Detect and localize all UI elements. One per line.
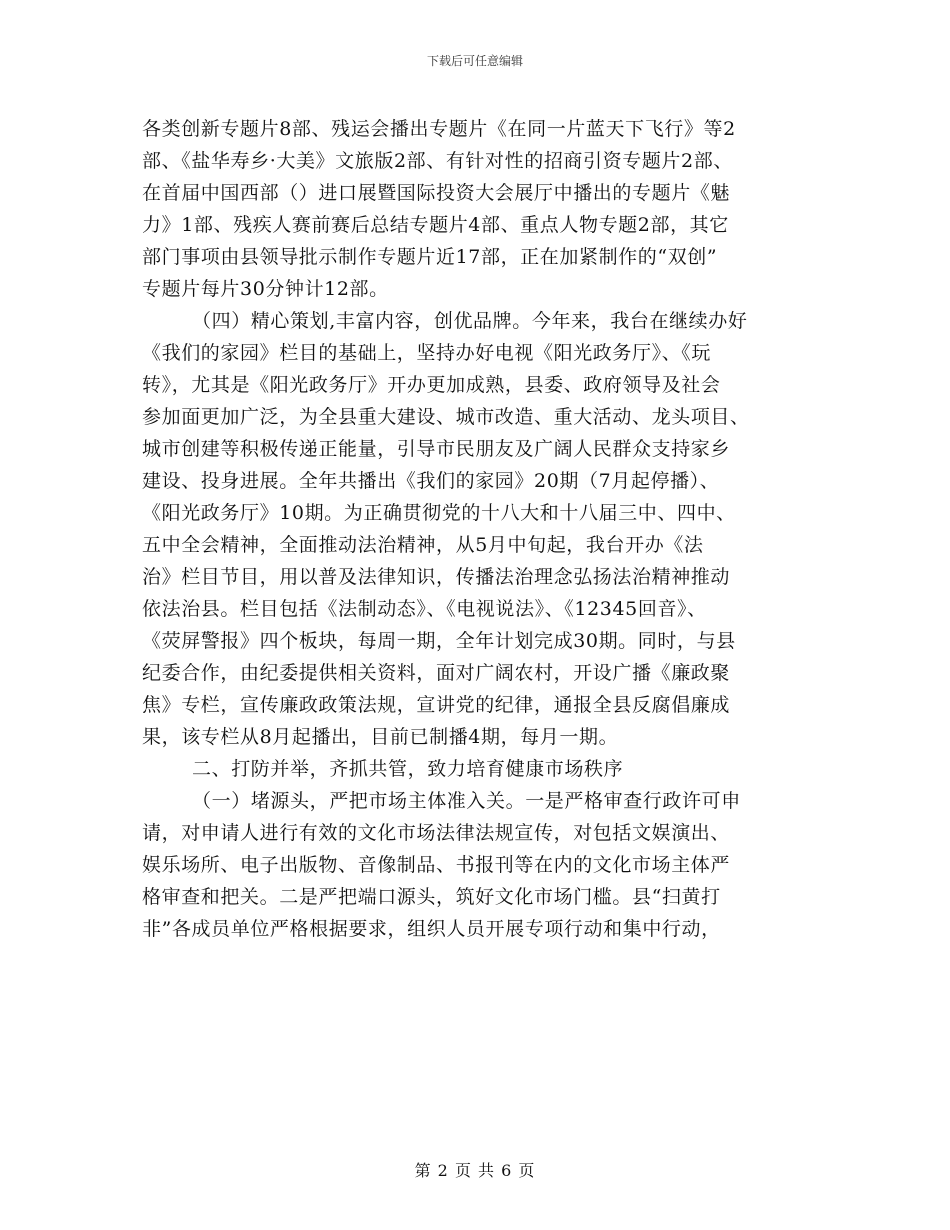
text-line: 《阳光政务厅》10期。为正确贯彻党的十八大和十八届三中、四中、 xyxy=(142,502,736,524)
text-line: 转》，尤其是《阳光政务厅》开办更加成熟，县委、政府领导及社会 xyxy=(142,374,721,396)
text-line: 《我们的家园》栏目的基础上，坚持办好电视《阳光政务厅》、《玩 xyxy=(142,342,712,364)
text-line: 建设、投身进展。全年共播出《我们的家园》20期（7月起停播）、 xyxy=(142,470,720,492)
text-line: 各类创新专题片8部、残运会播出专题片《在同一片蓝天下飞行》等2 xyxy=(142,118,736,140)
text-line: 果，该专栏从8月起播出，目前已制播4期，每月一期。 xyxy=(142,726,619,748)
text-line: 焦》专栏，宣传廉政政策法规，宣讲党的纪律，通报全县反腐倡廉成 xyxy=(142,694,731,716)
text-line: 参加面更加广泛，为全县重大建设、城市改造、重大活动、龙头项目、 xyxy=(142,406,750,428)
text-line: 专题片每片30分钟计12部。 xyxy=(142,278,389,300)
text-line: 非”各成员单位严格根据要求，组织人员开展专项行动和集中行动， xyxy=(142,918,721,940)
text-line: 《荧屏警报》四个板块，每周一期，全年计划完成30期。同时，与县 xyxy=(142,630,736,652)
text-line: 二、打防并举，齐抓共管，致力培育健康市场秩序 xyxy=(192,758,624,780)
page-number: 第 2 页 共 6 页 xyxy=(414,1161,536,1180)
text-line: 在首届中国西部（）进口展暨国际投资大会展厅中播出的专题片《魅 xyxy=(142,182,731,204)
document-body xyxy=(142,113,822,945)
text-line: （四）精心策划,丰富内容，创优品牌。今年来，我台在继续办好 xyxy=(192,310,748,332)
text-line: 部、《盐华寿乡·大美》文旅版2部、有针对性的招商引资专题片2部、 xyxy=(142,150,733,172)
header-note: 下载后可任意编辑 xyxy=(426,54,523,68)
text-line: 娱乐场所、电子出版物、音像制品、书报刊等在内的文化市场主体严 xyxy=(142,854,731,876)
text-line: 城市创建等积极传递正能量，引导市民朋友及广阔人民群众支持家乡 xyxy=(142,438,731,460)
text-line: （一）堵源头，严把市场主体准入关。一是严格审查行政许可申 xyxy=(192,790,741,812)
text-line: 请，对申请人进行有效的文化市场法律法规宣传，对包括文娱演出、 xyxy=(142,822,731,844)
text-line: 治》栏目节目，用以普及法律知识，传播法治理念弘扬法治精神推动 xyxy=(142,566,731,588)
text-line: 纪委合作，由纪委提供相关资料，面对广阔农村，开设广播《廉政聚 xyxy=(142,662,731,684)
text-line: 五中全会精神，全面推动法治精神，从5月中旬起，我台开办《法 xyxy=(142,534,704,556)
text-line: 格审查和把关。二是严把端口源头，筑好文化市场门槛。县“扫黄打 xyxy=(142,886,721,908)
text-line: 依法治县。栏目包括《法制动态》、《电视说法》、《12345回音》、 xyxy=(142,598,707,620)
text-line: 力》1部、残疾人赛前赛后总结专题片4部、重点人物专题2部，其它 xyxy=(142,214,729,236)
text-line: 部门事项由县领导批示制作专题片近17部，正在加紧制作的“双创” xyxy=(142,246,718,268)
